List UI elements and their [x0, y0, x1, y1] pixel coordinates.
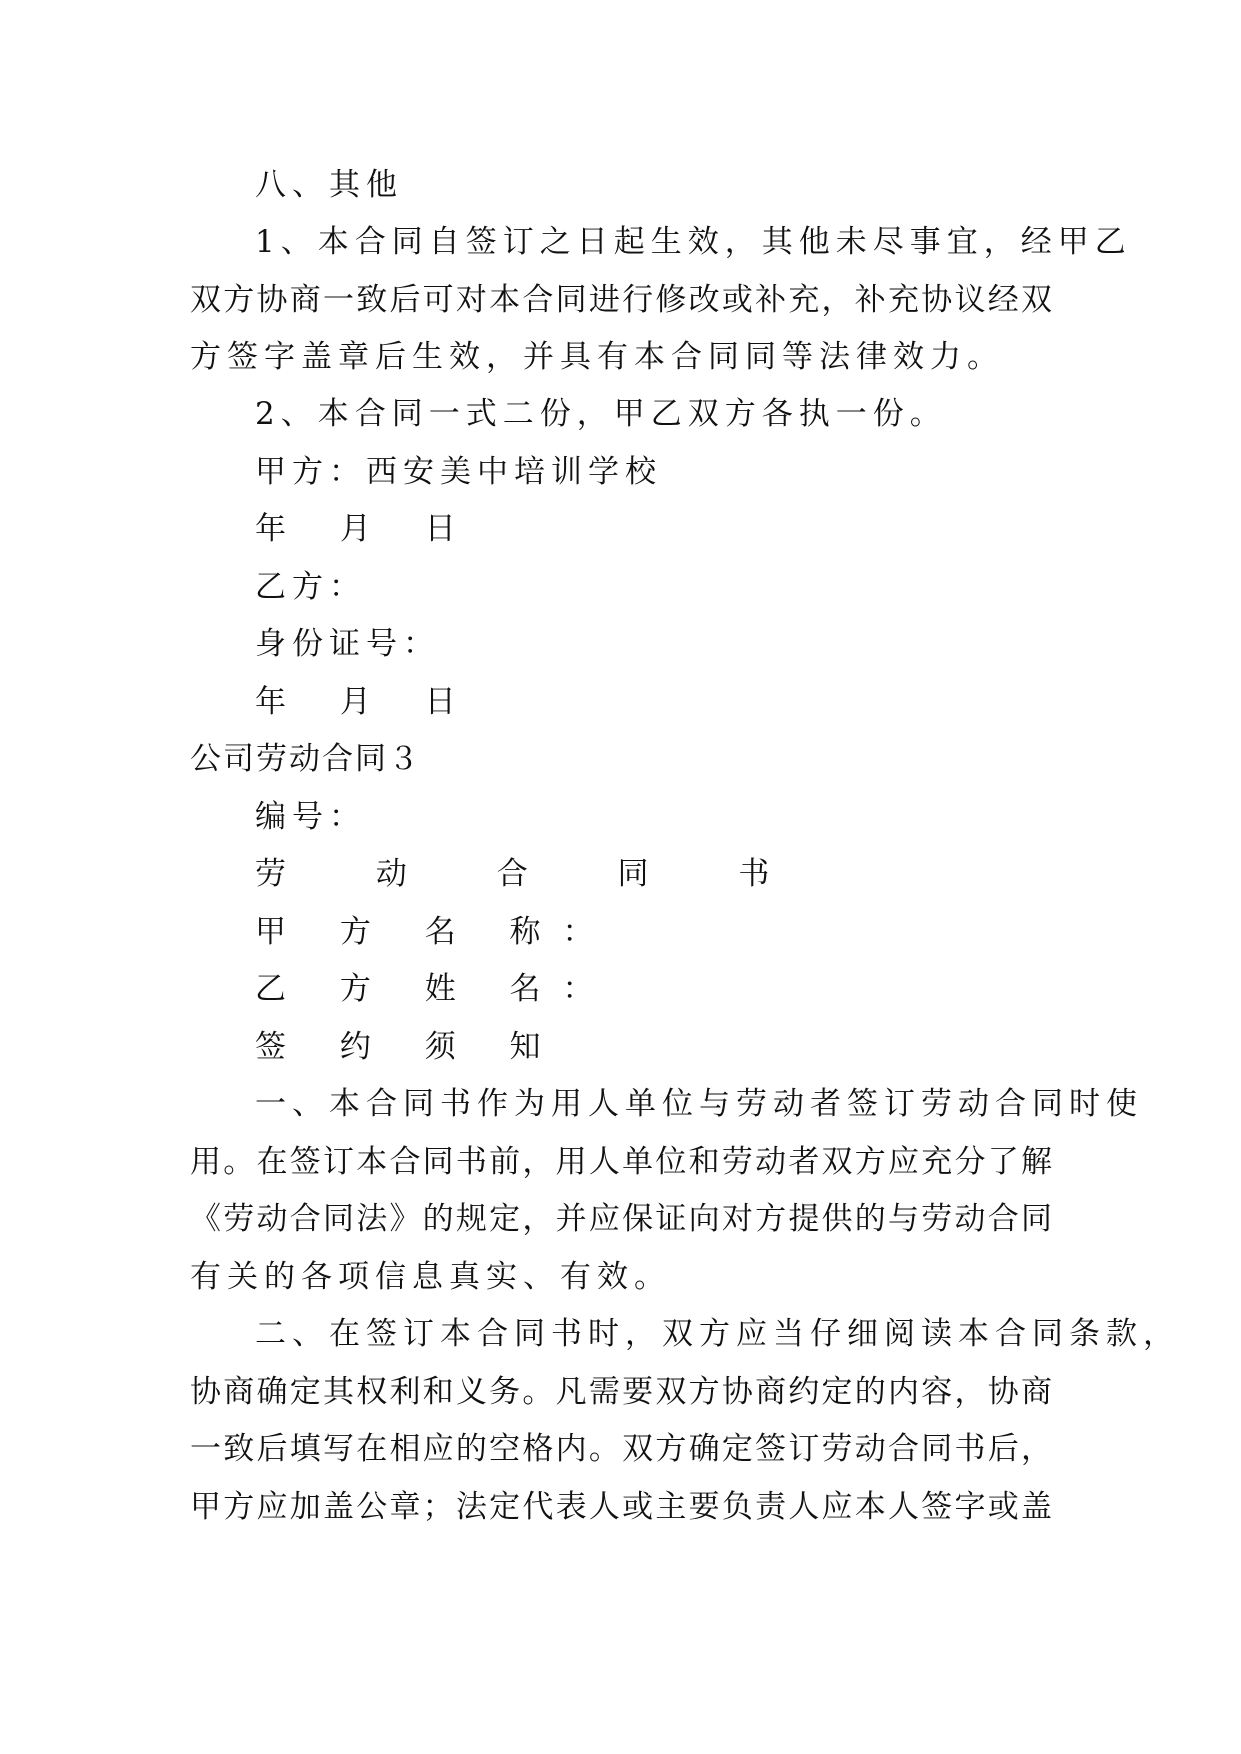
paragraph-line: 用。在签订本合同书前，用人单位和劳动者双方应充分了解	[190, 1144, 1052, 1180]
paragraph-line: 方签字盖章后生效，并具有本合同同等法律效力。	[190, 339, 1004, 375]
paragraph-line: 一、本合同书作为用人单位与劳动者签订劳动合同时使	[255, 1086, 1143, 1122]
paragraph-line: 甲方应加盖公章；法定代表人或主要负责人应本人签字或盖	[190, 1489, 1052, 1525]
party-a-line: 甲方：西安美中培训学校	[255, 454, 662, 490]
party-a-name-line: 甲 方 名 称：	[255, 914, 616, 950]
contract-title: 公司劳动合同３	[190, 741, 421, 777]
paragraph-line: 二、在签订本合同书时，双方应当仔细阅读本合同条款，	[255, 1316, 1180, 1352]
paragraph-line: 《劳动合同法》的规定，并应保证向对方提供的与劳动合同	[190, 1201, 1052, 1237]
date-line: 年 月 日	[255, 684, 478, 720]
paragraph-line: 一致后填写在相应的空格内。双方确定签订劳动合同书后，	[190, 1431, 1052, 1467]
section-heading: 八、其他	[255, 167, 403, 203]
paragraph-line: 1、本合同自签订之日起生效，其他未尽事宜，经甲乙	[255, 224, 1132, 260]
id-number-line: 身份证号：	[255, 626, 440, 662]
number-line: 编号：	[255, 799, 366, 835]
paragraph-line: 双方协商一致后可对本合同进行修改或补充，补充协议经双	[190, 282, 1052, 318]
party-b-line: 乙方：	[255, 569, 366, 605]
party-b-name-line: 乙 方 姓 名：	[255, 971, 616, 1007]
paragraph-line: 2、本合同一式二份，甲乙双方各执一份。	[255, 396, 947, 432]
paragraph-line: 协商确定其权利和义务。凡需要双方协商约定的内容，协商	[190, 1374, 1052, 1410]
paragraph-line: 有关的各项信息真实、有效。	[190, 1259, 671, 1295]
signing-notice-heading: 签 约 须 知	[255, 1029, 563, 1065]
contract-book-title: 劳 动 合 同 书	[255, 856, 810, 892]
date-line: 年 月 日	[255, 511, 478, 547]
